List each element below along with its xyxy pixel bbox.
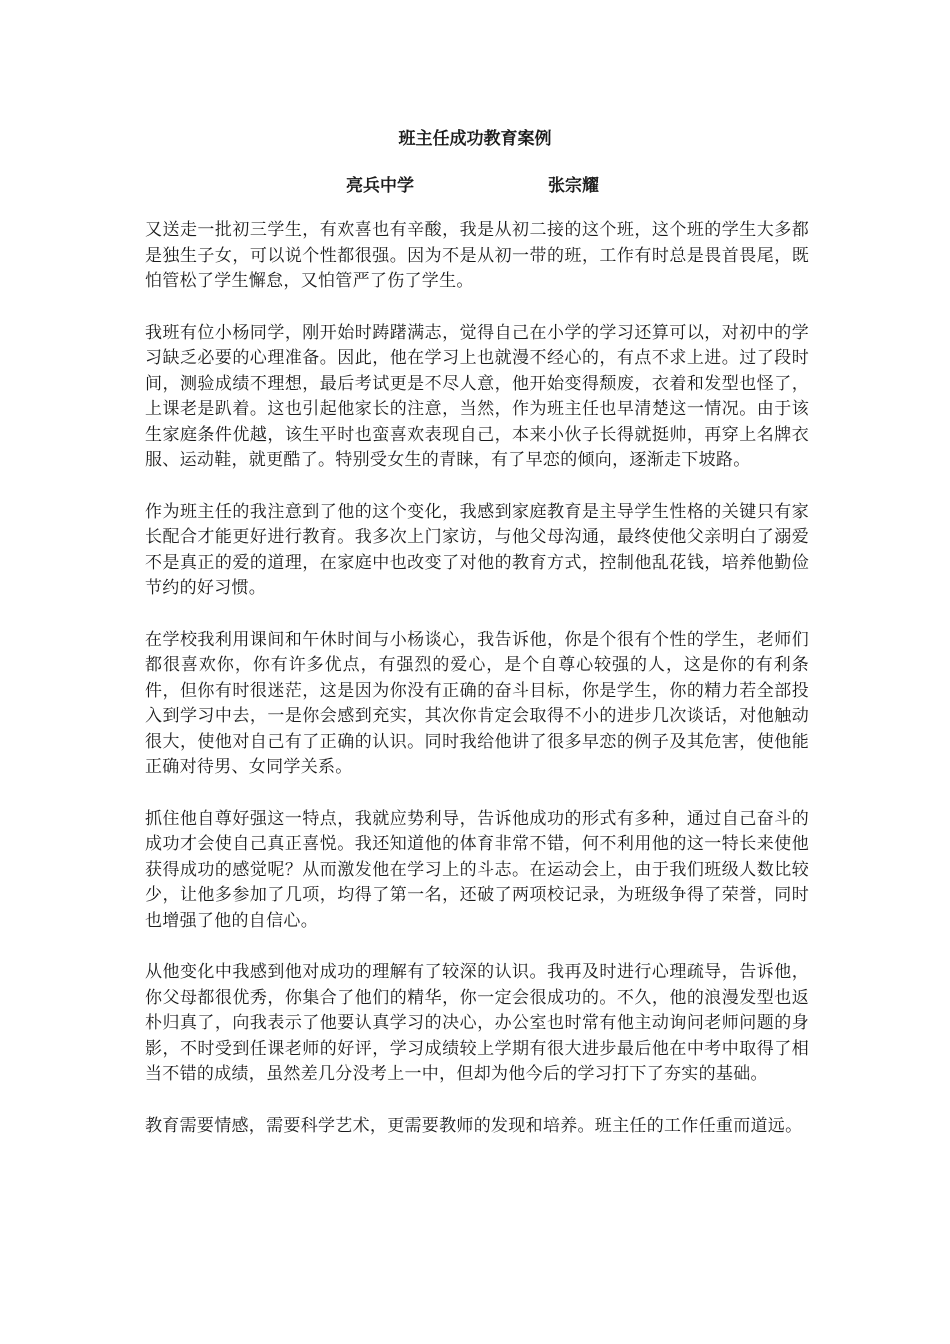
author-name: 张宗耀 bbox=[548, 176, 599, 196]
school-name: 亮兵中学 bbox=[346, 176, 414, 196]
paragraph-1: 又送走一批初三学生，有欢喜也有辛酸，我是从初二接的这个班，这个班的学生大多都是独生子女，可以说个性都很强。因为不是从初一带的班，工作有时总是畏首畏尾，既怕管松了学生懈怠，又怕管严了伤了学生。 bbox=[145, 220, 809, 291]
document-body bbox=[145, 218, 809, 1165]
document-title: 班主任成功教育案例 bbox=[398, 129, 552, 149]
paragraph-3: 作为班主任的我注意到了他的这个变化，我感到家庭教育是主导学生性格的关键只有家长配合才能更好进行教育。我多次上门家访，与他父母沟通，最终使他父亲明白了溺爱不是真正的爱的道理，在家庭中也改变了对他的教育方式，控制他乱花钱，培养他勤俭节约的好习惯。 bbox=[145, 501, 809, 598]
byline bbox=[0, 174, 950, 198]
paragraph-7: 教育需要情感，需要科学艺术，更需要教师的发现和培养。班主任的工作任重而道远。 bbox=[145, 1115, 803, 1136]
paragraph-2: 我班有位小杨同学，刚开始时踌躇满志，觉得自己在小学的学习还算可以，对初中的学习缺乏必要的心理准备。因此，他在学习上也就漫不经心的，有点不求上进。过了段时间，测验成绩不理想，最后考试更是不尽人意，他开始变得颓废，衣着和发型也怪了，上课老是趴着。这也引起他家长的注意，当然，作为班主任也早清楚这一情况。由于该生家庭条件优越，该生平时也蛮喜欢表现自己，本来小伙子长得就挺帅，再穿上名牌衣服、运动鞋，就更酷了。特别受女生的青睐，有了早恋的倾向，逐渐走下坡路。 bbox=[145, 322, 809, 470]
paragraph-4: 在学校我利用课间和午休时间与小杨谈心，我告诉他，你是个很有个性的学生，老师们都很喜欢你，你有许多优点，有强烈的爱心，是个自尊心较强的人，这是你的有利条件，但你有时很迷茫，这是因为你没有正确的奋斗目标，你是学生，你的精力若全部投入到学习中去，一是你会感到充实，其次你肯定会取得不小的进步几次谈话，对他触动很大，使他对自己有了正确的认识。同时我给他讲了很多早恋的例子及其危害，使他能正确对待男、女同学关系。 bbox=[145, 629, 809, 777]
paragraph-6: 从他变化中我感到他对成功的理解有了较深的认识。我再及时进行心理疏导，告诉他，你父母都很优秀，你集合了他们的精华，你一定会很成功的。不久，他的浪漫发型也返朴归真了，向我表示了他要认真学习的决心，办公室也时常有他主动询问老师问题的身影，不时受到任课老师的好评，学习成绩较上学期有很大进步最后他在中考中取得了相当不错的成绩，虽然差几分没考上一中，但却为他今后的学习打下了夯实的基础。 bbox=[145, 962, 809, 1084]
paragraph-5: 抓住他自尊好强这一特点，我就应势利导，告诉他成功的形式有多种，通过自己奋斗的成功才会使自己真正喜悦。我还知道他的体育非常不错，何不利用他的这一特长来使他获得成功的感觉呢？从而激发他在学习上的斗志。在运动会上，由于我们班级人数比较少，让他多参加了几项，均得了第一名，还破了两项校记录，为班级争得了荣誉，同时也增强了他的自信心。 bbox=[145, 808, 809, 931]
